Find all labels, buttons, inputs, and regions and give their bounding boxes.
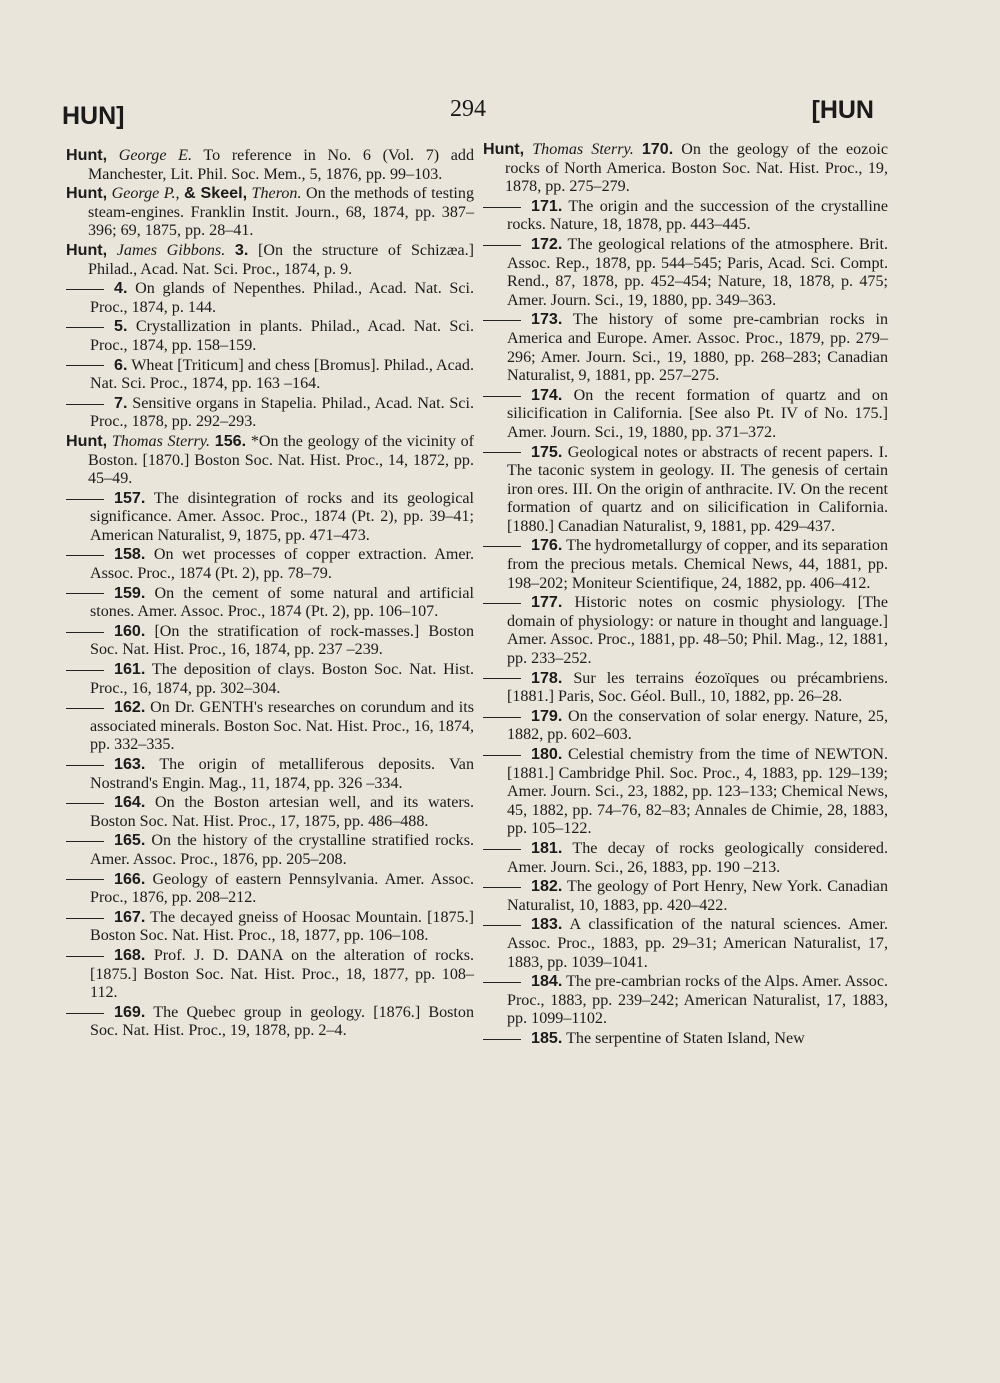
- entry-text: [On the structure of Schizæa.] Philad., Acad. Nat. Sci. Proc., 1874, p. 9.: [88, 241, 474, 278]
- entry-text: The serpentine of Staten Island, New: [566, 1029, 805, 1047]
- bibliography-entry: [483, 310, 888, 385]
- author-forename: Thomas Sterry.: [532, 141, 634, 158]
- ditto-dash: [483, 396, 521, 397]
- ditto-dash: [483, 982, 521, 983]
- ditto-dash: [483, 755, 521, 756]
- bibliography-entry: [66, 831, 474, 869]
- ditto-dash: [66, 555, 104, 556]
- ditto-dash: [483, 717, 521, 718]
- author-forename: James Gibbons.: [116, 241, 226, 259]
- entry-text: The pre-cambrian rocks of the Alps. Amer. Assoc. Proc., 1883, pp. 239–242; American Naturalist, 17, 1883, pp. 1099–1102.: [507, 973, 889, 1028]
- entry-number: 165.: [114, 831, 146, 850]
- ditto-dash: [483, 245, 521, 246]
- bibliography-entry: [66, 356, 474, 394]
- entry-text: *On the geology of the vicinity of Boston. [1870.] Boston Soc. Nat. Hist. Proc., 14, 1872, pp. 45–49.: [88, 432, 475, 488]
- bibliography-entry: [483, 1029, 888, 1049]
- bibliography-entry: [66, 317, 474, 355]
- author-surname: Hunt,: [66, 431, 108, 450]
- bibliography-entry: [66, 908, 474, 946]
- entry-number: 158.: [114, 545, 146, 564]
- ditto-dash: [483, 452, 521, 453]
- bibliography-entry: [66, 584, 474, 622]
- entry-text: On the history of the crystalline stratified rocks. Amer. Assoc. Proc., 1876, pp. 205–208.: [90, 832, 474, 868]
- entry-number: 180.: [531, 745, 563, 763]
- entry-number: 172.: [531, 234, 563, 253]
- bibliography-entry: [66, 279, 474, 317]
- bibliography-entry: [66, 184, 474, 241]
- ditto-dash: [66, 499, 104, 500]
- ditto-dash: [66, 327, 104, 328]
- ditto-dash: [66, 404, 104, 405]
- author-surname: Hunt,: [66, 240, 108, 259]
- entry-number: 169.: [114, 1002, 146, 1021]
- entry-text: On the conservation of solar energy. Nature, 25, 1882, pp. 602–603.: [507, 707, 888, 744]
- coauthor-forename: Theron.: [251, 185, 302, 203]
- entry-text: Geological notes or abstracts of recent papers. I. The taconic system in geology. II. The genesis of certain iron ores. III. On the origin of anthracite. IV. On the recent formation of quartz and on silicification in California. [1880.] Canadian Naturalist, 9, 1881, pp. 429–437.: [507, 443, 888, 535]
- entry-number: 181.: [531, 838, 563, 857]
- entry-number: 185.: [531, 1028, 563, 1047]
- entry-number: 173.: [531, 310, 563, 329]
- coauthor-surname: & Skeel,: [184, 184, 248, 203]
- entry-text: The hydrometallurgy of copper, and its separation from the precious metals. Chemical News, 44, 1881, pp. 198–202; Moniteur Scientifique, 24, 1882, pp. 406–412.: [507, 537, 888, 592]
- bibliography-entry: [483, 707, 888, 745]
- entry-text: Sur les terrains éozoïques ou précambriens. [1881.] Paris, Soc. Géol. Bull., 10, 1882, pp. 26–28.: [507, 669, 889, 706]
- entry-text: On the Boston artesian well, and its waters. Boston Soc. Nat. Hist. Proc., 17, 1875, pp. 486–488.: [90, 794, 474, 830]
- bibliography-entry: [483, 443, 888, 537]
- bibliography-entry: [483, 669, 888, 707]
- bibliography-entry: [483, 915, 888, 972]
- entry-number: 177.: [531, 593, 563, 612]
- bibliography-entry: [66, 432, 474, 489]
- ditto-dash: [66, 1013, 104, 1014]
- ditto-dash: [483, 849, 521, 850]
- entry-text: Historic notes on cosmic physiology. [The domain of physiology: or nature in thought and language.] Amer. Assoc. Proc., 1881, pp. 48–50; Phil. Mag., 12, 1881, pp. 233–252.: [507, 594, 888, 668]
- header-left: HUN]: [62, 102, 125, 130]
- entry-number: 156.: [214, 431, 247, 450]
- entry-text: Celestial chemistry from the time of NEWTON. [1881.] Cambridge Phil. Soc. Proc., 4, 1883, pp. 129–139; Amer. Journ. Sci., 23, 1882, pp. 123–133; Chemical News, 45, 1882, pp. 74–76, 82–83; Annales de Chimie, 28, 1883, pp. 105–122.: [507, 746, 888, 838]
- ditto-dash: [66, 632, 104, 633]
- entry-text: Prof. J. D. DANA on the alteration of rocks. [1875.] Boston Soc. Nat. Hist. Proc., 18, 1877, pp. 108–112.: [90, 946, 474, 1002]
- ditto-dash: [66, 879, 104, 880]
- entry-number: 161.: [114, 660, 146, 679]
- ditto-dash: [66, 841, 104, 842]
- entry-text: The geology of Port Henry, New York. Canadian Naturalist, 10, 1883, pp. 420–422.: [507, 878, 888, 914]
- bibliography-entry: [66, 793, 474, 831]
- ditto-dash: [66, 708, 104, 709]
- entry-number: 3.: [234, 240, 249, 259]
- author-forename: George P.,: [111, 185, 180, 203]
- entry-text: The origin of metalliferous deposits. Van Nostrand's Engin. Mag., 11, 1874, pp. 326 –334.: [90, 756, 474, 792]
- entry-number: 160.: [114, 621, 146, 640]
- entry-number: 163.: [114, 755, 146, 773]
- ditto-dash: [66, 803, 104, 804]
- bibliography-entry: [483, 593, 888, 668]
- ditto-dash: [66, 593, 104, 594]
- entry-text: The Quebec group in geology. [1876.] Boston Soc. Nat. Hist. Proc., 19, 1878, pp. 2–4.: [90, 1003, 474, 1040]
- entry-number: 162.: [114, 698, 146, 717]
- bibliography-entry: [483, 877, 888, 915]
- ditto-dash: [66, 670, 104, 671]
- entry-text: Wheat [Triticum] and chess [Bromus]. Philad., Acad. Nat. Sci. Proc., 1874, pp. 163 –164.: [90, 356, 474, 393]
- bibliography-entry: [66, 622, 474, 660]
- ditto-dash: [483, 207, 521, 208]
- bibliography-entry: [66, 870, 474, 908]
- entry-text: The origin and the succession of the crystalline rocks. Nature, 18, 1878, pp. 443–445.: [507, 197, 888, 234]
- bibliography-entry: [66, 241, 474, 279]
- entry-text: The disintegration of rocks and its geological significance. Amer. Assoc. Proc., 1874 (Pt. 2), pp. 39–41; American Naturalist, 9, 1875, pp. 471–473.: [90, 489, 475, 544]
- author-forename: Thomas Sterry.: [111, 432, 211, 450]
- bibliography-entry: [66, 545, 474, 583]
- entry-text: Sensitive organs in Stapelia. Philad., Acad. Nat. Sci. Proc., 1878, pp. 292–293.: [90, 394, 474, 431]
- bibliography-entry: [483, 197, 888, 235]
- entry-text: [On the stratification of rock-masses.] Boston Soc. Nat. Hist. Proc., 16, 1874, pp. 237 –239.: [90, 622, 474, 659]
- entry-text: On the recent formation of quartz and on silicification in California. [See also Pt. IV of No. 175.] Amer. Journ. Sci., 19, 1880, pp. 371–372.: [507, 386, 888, 441]
- ditto-dash: [66, 289, 104, 290]
- entry-number: 164.: [114, 793, 146, 812]
- entry-text: Geology of eastern Pennsylvania. Amer. Assoc. Proc., 1876, pp. 208–212.: [90, 870, 474, 907]
- bibliography-entry: [66, 698, 474, 755]
- entry-text: The decay of rocks geologically considered. Amer. Journ. Sci., 26, 1883, pp. 190 –213.: [507, 839, 889, 876]
- entry-text: The deposition of clays. Boston Soc. Nat. Hist. Proc., 16, 1874, pp. 302–304.: [90, 661, 475, 697]
- ditto-dash: [66, 918, 104, 919]
- entry-number: 4.: [114, 279, 128, 298]
- author-surname: Hunt,: [66, 146, 108, 164]
- ditto-dash: [483, 678, 521, 679]
- ditto-dash: [483, 546, 521, 547]
- ditto-dash: [66, 765, 104, 766]
- entry-text: The decayed gneiss of Hoosac Mountain. [1875.] Boston Soc. Nat. Hist. Proc., 18, 1877, pp. 106–108.: [90, 908, 474, 945]
- ditto-dash: [66, 956, 104, 957]
- entry-text: On Dr. GENTH's researches on corundum and its associated minerals. Boston Soc. Nat. Hist. Proc., 16, 1874, pp. 332–335.: [90, 699, 474, 754]
- header-right: [HUN: [811, 96, 874, 124]
- entry-number: 170.: [641, 140, 674, 158]
- entry-text: A classification of the natural sciences. Amer. Assoc. Proc., 1883, pp. 29–31; American Naturalist, 17, 1883, pp. 1039–1041.: [507, 916, 888, 971]
- bibliography-entry: [483, 745, 888, 839]
- entry-number: 159.: [114, 583, 146, 602]
- bibliography-entry: [483, 972, 888, 1029]
- entry-number: 171.: [531, 196, 563, 215]
- entry-number: 184.: [531, 972, 563, 991]
- entry-number: 176.: [531, 536, 563, 555]
- entry-number: 166.: [114, 869, 146, 888]
- entry-text: Crystallization in plants. Philad., Acad. Nat. Sci. Proc., 1874, pp. 158–159.: [90, 318, 474, 354]
- page-number: 294: [450, 96, 486, 122]
- ditto-dash: [483, 1039, 521, 1040]
- bibliography-entry: [66, 946, 474, 1003]
- bibliography-entry: [66, 394, 474, 432]
- entry-number: 168.: [114, 945, 146, 964]
- bibliography-entry: [483, 235, 888, 310]
- entry-number: 182.: [531, 877, 563, 896]
- entry-text: The history of some pre-cambrian rocks in America and Europe. Amer. Assoc. Proc., 1879, pp. 279–296; Amer. Journ. Sci., 19, 1880, pp. 268–283; Canadian Naturalist, 9, 1881, pp. 257–275.: [507, 311, 889, 385]
- bibliography-entry: [66, 660, 474, 698]
- bibliography-entry: [66, 489, 474, 546]
- left-column: [66, 146, 474, 1041]
- entry-number: 183.: [531, 915, 563, 934]
- entry-text: To reference in No. 6 (Vol. 7) add Manchester, Lit. Phil. Soc. Mem., 5, 1876, pp. 99–103.: [88, 147, 475, 183]
- entry-number: 7.: [114, 393, 128, 412]
- entry-number: 157.: [114, 488, 146, 507]
- entry-text: On wet processes of copper extraction. Amer. Assoc. Proc., 1874 (Pt. 2), pp. 78–79.: [90, 546, 475, 583]
- entry-number: 5.: [114, 317, 128, 336]
- ditto-dash: [483, 887, 521, 888]
- ditto-dash: [483, 320, 521, 321]
- ditto-dash: [66, 365, 104, 366]
- author-surname: Hunt,: [483, 140, 525, 158]
- bibliography-entry: [483, 386, 888, 443]
- entry-text: The geological relations of the atmosphere. Brit. Assoc. Rep., 1878, pp. 544–545; Paris, Acad. Sci. Compt. Rend., 87, 1878, pp. 452–454; Nature, 18, 1878, p. 475; Amer. Journ. Sci., 19, 1880, pp. 349–363.: [507, 235, 889, 309]
- ditto-dash: [483, 603, 521, 604]
- entry-number: 178.: [531, 668, 563, 687]
- entry-number: 175.: [531, 442, 563, 461]
- bibliography-entry: [66, 146, 474, 184]
- entry-text: On the geology of the eozoic rocks of North America. Boston Soc. Nat. Hist. Proc., 19, 1878, pp. 275–279.: [505, 141, 888, 196]
- bibliography-entry: [66, 755, 474, 793]
- entry-number: 174.: [531, 385, 563, 404]
- bibliography-entry: [483, 536, 888, 593]
- entry-number: 167.: [114, 907, 146, 926]
- ditto-dash: [483, 925, 521, 926]
- bibliography-entry: [66, 1003, 474, 1041]
- entry-number: 179.: [531, 706, 563, 725]
- bibliography-entry: [483, 140, 888, 197]
- entry-number: 6.: [114, 355, 128, 374]
- bibliography-entry: [483, 839, 888, 877]
- running-header: [62, 96, 874, 136]
- entry-text: On glands of Nepenthes. Philad., Acad. Nat. Sci. Proc., 1874, p. 144.: [90, 280, 475, 316]
- right-column: [483, 140, 888, 1049]
- author-surname: Hunt,: [66, 184, 108, 203]
- author-forename: George E.: [118, 147, 192, 164]
- entry-text: On the cement of some natural and artificial stones. Amer. Assoc. Proc., 1874 (Pt. 2), pp. 106–107.: [90, 584, 474, 621]
- entry-text: On the methods of testing steam-engines. Franklin Instit. Journ., 68, 1874, pp. 387–396; 69, 1875, pp. 28–41.: [88, 185, 474, 240]
